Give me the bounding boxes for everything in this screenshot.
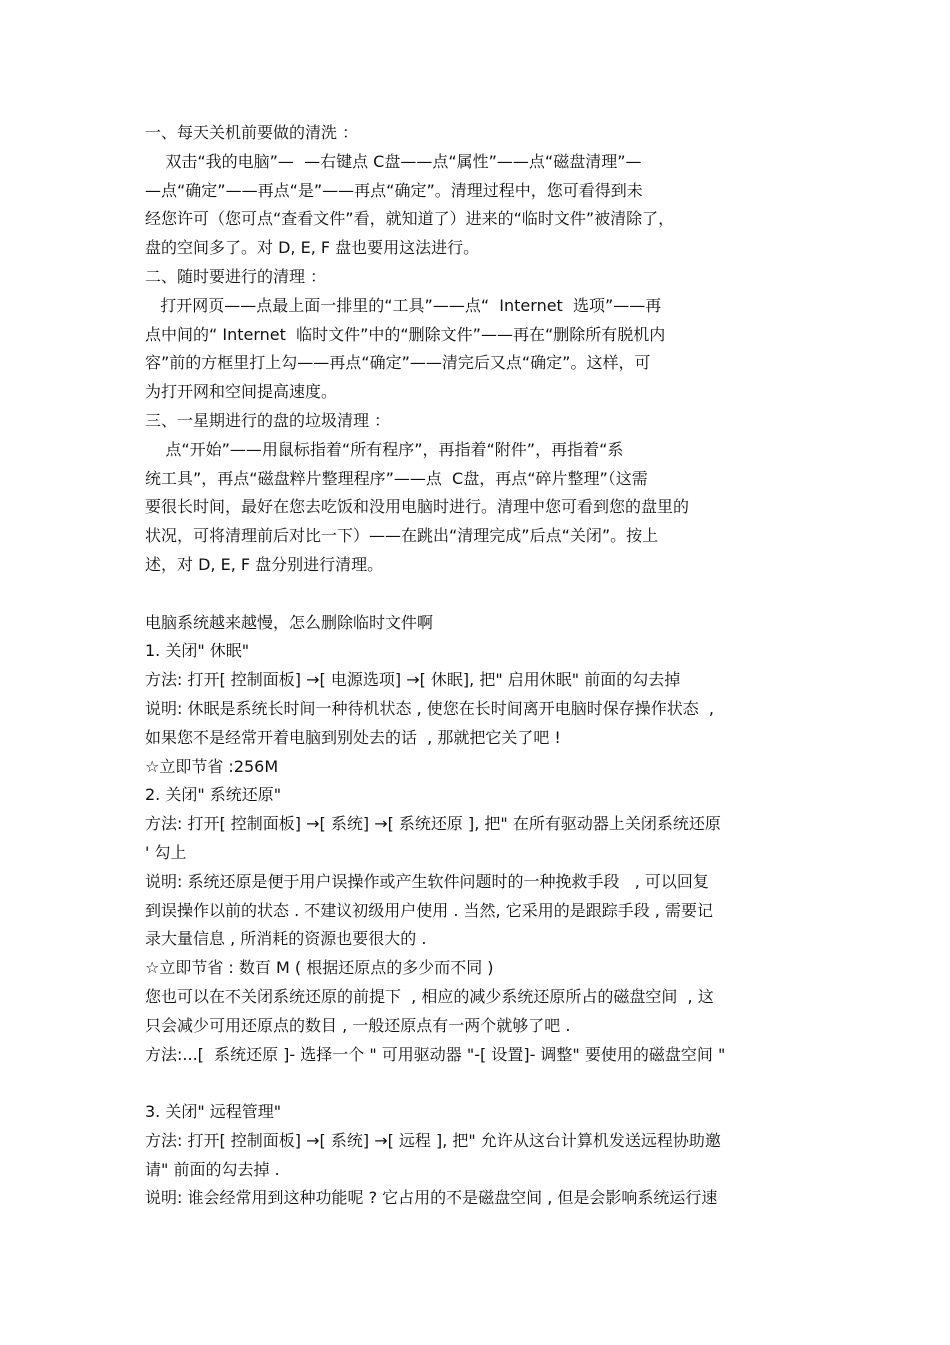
section-3-line: 述，对 D, E, F 盘分别进行清理。 [145,554,384,574]
part-2-line: 方法: 打开[ 控制面板] →[ 电源选项] →[ 休眠], 把" 启用休眠" 前面的勾去掉 [145,670,681,690]
section-3-heading: 三、一星期进行的盘的垃圾清理 ： [145,410,391,430]
section-1-line: 盘的空间多了。对 D, E, F 盘也要用这法进行。 [145,238,480,258]
paragraph-gap [145,580,810,609]
section-1-line: —点“确定”——再点“是”——再点“确定”。清理过程中，您可看得到未 [145,180,643,200]
section-1-line: 双击“我的电脑”— —右键点 C盘——点“属性”——点“磁盘清理”— [145,151,642,171]
section-3-line: 状况，可将清理前后对比一下）——在跳出“清理完成”后点“关闭”。按上 [145,526,659,546]
part-2-line: 2. 关闭" 系统还原" [145,785,282,805]
part-2-line: ☆立即节省 :256M [145,756,279,776]
part-2-line: 方法: 打开[ 控制面板] →[ 系统] →[ 远程 ], 把" 允许从这台计算机发送远程协助邀 [145,1130,721,1150]
section-3-line: 要很长时间，最好在您去吃饭和没用电脑时进行。清理中您可看到您的盘里的 [145,497,690,517]
part-2-line: 说明: 休眠是系统长时间一种待机状态 , 使您在长时间离开电脑时保存操作状态 , [145,698,714,718]
paragraph-gap [145,1069,810,1098]
section-3-line: 统工具”，再点“磁盘粹片整理程序”——点 C盘，再点“碎片整理”（这需 [145,468,648,488]
part-2-line: 只会减少可用还原点的数目 , 一般还原点有一两个就够了吧 . [145,1015,571,1035]
part-2-line: 说明: 系统还原是便于用户误操作或产生软件问题时的一种挽救手段 , 可以回复 [145,871,709,891]
section-1-line: 经您许可（您可点“查看文件”看，就知道了）进来的“临时文件”被清除了， [145,209,675,229]
part-2-line: 方法:...[ 系统还原 ]- 选择一个 " 可用驱动器 "-[ 设置]- 调整" 要使用的磁盘空间 " [145,1044,726,1064]
part-2-line: 如果您不是经常开着电脑到别处去的话 , 那就把它关了吧 ! [145,727,561,747]
part-2-line: 说明: 谁会经常用到这种功能呢 ? 它占用的不是磁盘空间 , 但是会影响系统运行速 [145,1188,718,1208]
section-3-line: 点“开始”——用鼠标指着“所有程序”，再指着“附件”，再指着“系 [145,439,624,459]
part-2-line: ☆立即节省 : 数百 M ( 根据还原点的多少而不同 ) [145,958,494,978]
part-2-line: ' 勾上 [145,842,187,862]
part-2-title: 电脑系统越来越慢，怎么删除临时文件啊 [145,612,434,632]
part-2-line: 1. 关闭" 休眠" [145,641,250,661]
section-2-line: 容”前的方框里打上勾——再点“确定”——清完后又点“确定”。这样，可 [145,353,651,373]
part-2-line: 录大量信息 , 所消耗的资源也要很大的 . [145,929,427,949]
part-2-line: 您也可以在不关闭系统还原的前提下 , 相应的减少系统还原所占的磁盘空间 , 这 [145,986,714,1006]
document-body [145,119,810,1213]
part-2-line: 3. 关闭" 远程管理" [145,1102,282,1122]
part-2-line: 方法: 打开[ 控制面板] →[ 系统] →[ 系统还原 ], 把" 在所有驱动器上关闭系统还原 [145,814,721,834]
section-2-line: 打开网页——点最上面一排里的“工具”——点“ Internet 选项”——再 [145,295,662,315]
section-2-line: 为打开网和空间提高速度。 [145,382,338,402]
section-1-heading: 一、每天关机前要做的清洗 ： [145,123,359,142]
section-2-heading: 二、随时要进行的清理 ： [145,266,327,286]
part-2-line: 请" 前面的勾去掉 . [145,1159,280,1179]
section-2-line: 点中间的“ Internet 临时文件”中的“删除文件”——再在“删除所有脱机内 [145,324,666,344]
part-2-line: 到误操作以前的状态 . 不建议初级用户使用 . 当然, 它采用的是跟踪手段 , 需要记 [145,900,713,920]
